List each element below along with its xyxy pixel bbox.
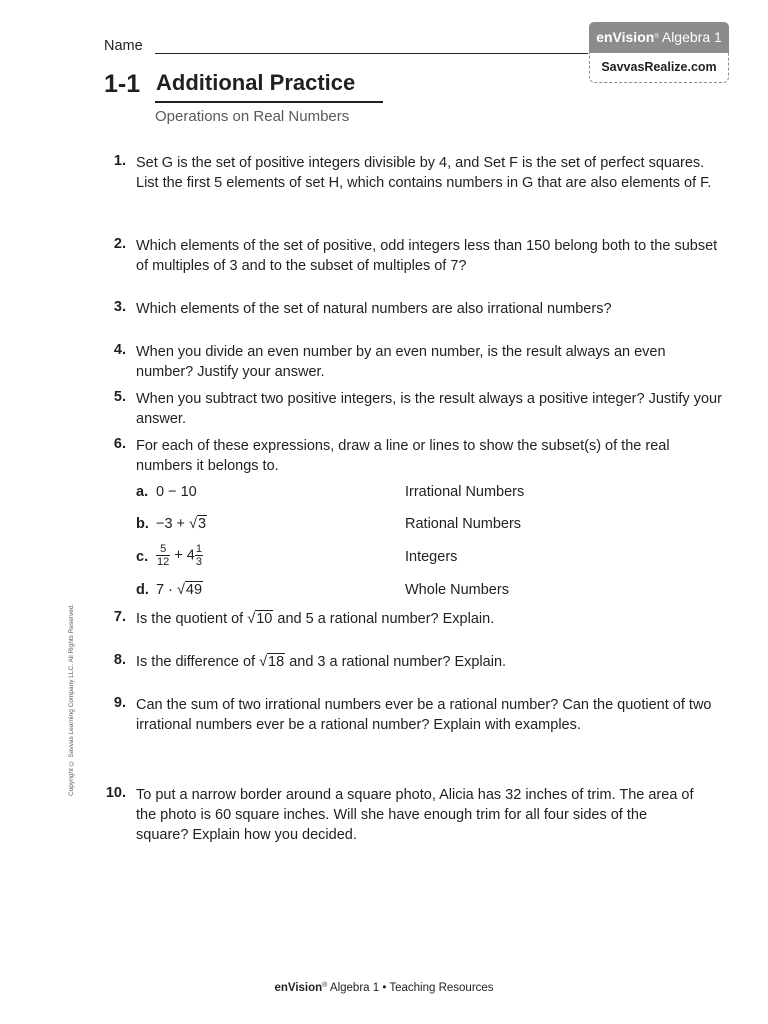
subset-integers: Integers — [405, 549, 458, 565]
q6-part-d-radicand: 49 — [185, 582, 203, 598]
question-4-number: 4. — [113, 342, 126, 358]
lesson-subtitle: Operations on Real Numbers — [155, 108, 350, 125]
question-7-text — [136, 609, 726, 629]
question-9-number: 9. — [113, 695, 126, 711]
name-label: Name — [104, 38, 143, 54]
savvas-realize-link[interactable]: SavvasRealize.com — [589, 53, 729, 83]
question-3-number: 3. — [113, 299, 126, 315]
q6-part-c-expression — [156, 543, 203, 568]
question-2-number: 2. — [113, 236, 126, 252]
question-6-number: 6. — [113, 436, 126, 452]
lesson-title: Additional Practice — [156, 70, 356, 95]
subset-irrational-numbers: Irrational Numbers — [405, 484, 525, 500]
q6-part-b-radicand: 3 — [198, 516, 207, 532]
question-6-text: For each of these expressions, draw a line or lines to show the subset(s) of the real numbers it belongs to. — [136, 438, 670, 474]
question-4-text: When you divide an even number by an even number, is the result always an even number? Justify your answer. — [136, 344, 666, 380]
copyright-notice: Copyright © Savvas Learning Company LLC. All Rights Reserved. — [68, 603, 75, 796]
envision-algebra-badge — [589, 22, 729, 53]
q6-part-a-letter: a. — [136, 484, 149, 500]
q6-part-d-letter: d. — [136, 582, 149, 598]
question-8-text-after: and 3 a rational number? Explain. — [285, 654, 507, 670]
subset-whole-numbers: Whole Numbers — [405, 582, 509, 598]
fraction-1-numerator: 5 — [156, 543, 170, 556]
fraction-one-third — [195, 543, 203, 568]
brand-en: en — [596, 29, 613, 45]
question-8-text — [136, 652, 726, 672]
question-7-radicand: 10 — [256, 611, 273, 627]
question-1-text: Set G is the set of positive integers divisible by 4, and Set F is the set of perfect squares. List the first 5 elements of set H, which contains numbers in G that are also elements of F. — [136, 155, 712, 191]
fraction-1-denominator: 12 — [157, 556, 170, 568]
question-3-text: Which elements of the set of natural numbers are also irrational numbers? — [136, 301, 612, 317]
q6-part-c-operator: + 4 — [170, 547, 195, 564]
brand-registered-mark: ® — [654, 34, 659, 40]
q6-part-b-prefix: −3 + — [156, 516, 190, 532]
question-5-number: 5. — [113, 389, 126, 405]
footer-brand-vision: Vision — [287, 982, 323, 994]
page-footer — [0, 982, 768, 994]
question-10-number: 10. — [105, 785, 126, 801]
question-9-text: Can the sum of two irrational numbers ever be a rational number? Can the quotient of two irrational numbers ever be a rational number? Explain with examples. — [136, 697, 712, 733]
question-7-number: 7. — [113, 609, 126, 625]
title-underline — [155, 101, 383, 103]
fraction-five-twelfths — [156, 543, 170, 568]
footer-brand-en: en — [274, 982, 288, 994]
q6-part-c-letter: c. — [136, 549, 149, 565]
brand-course: Algebra 1 — [661, 29, 722, 45]
question-7-text-before: Is the quotient of — [136, 611, 248, 627]
lesson-number: 1-1 — [104, 70, 141, 98]
q6-part-d-expression — [156, 582, 203, 598]
question-5-text: When you subtract two positive integers, is the result always a positive integer? Justify your answer. — [136, 391, 722, 427]
question-8-radicand: 18 — [268, 654, 285, 670]
question-2-text: Which elements of the set of positive, odd integers less than 150 belong both to the subset of multiples of 3 and to the subset of multiples of 7? — [136, 238, 718, 274]
subset-rational-numbers: Rational Numbers — [405, 516, 522, 532]
footer-registered-mark: ® — [322, 982, 328, 989]
square-root-symbol: √10 — [247, 611, 273, 627]
q6-part-b-expression — [156, 516, 207, 532]
question-8-number: 8. — [113, 652, 126, 668]
square-root-symbol: √3 — [189, 516, 207, 532]
question-10-text: To put a narrow border around a square photo, Alicia has 32 inches of trim. The area of the photo is 60 square inches. Will she have enough trim for all four sides of the square? Explain how you decided. — [136, 787, 694, 843]
name-line — [155, 53, 588, 54]
q6-part-a-expression: 0 − 10 — [156, 484, 197, 500]
square-root-symbol: √18 — [259, 654, 285, 670]
question-8-text-before: Is the difference of — [136, 654, 260, 670]
question-7-text-after: and 5 a rational number? Explain. — [273, 611, 495, 627]
fraction-2-denominator: 3 — [195, 556, 202, 568]
q6-part-b-letter: b. — [136, 516, 149, 532]
footer-text: Algebra 1 • Teaching Resources — [327, 982, 494, 994]
brand-vision: Vision — [612, 29, 655, 45]
fraction-2-numerator: 1 — [195, 543, 202, 555]
square-root-symbol: √49 — [176, 582, 203, 598]
q6-part-d-prefix: 7 · — [156, 582, 177, 598]
question-1-number: 1. — [113, 153, 126, 169]
